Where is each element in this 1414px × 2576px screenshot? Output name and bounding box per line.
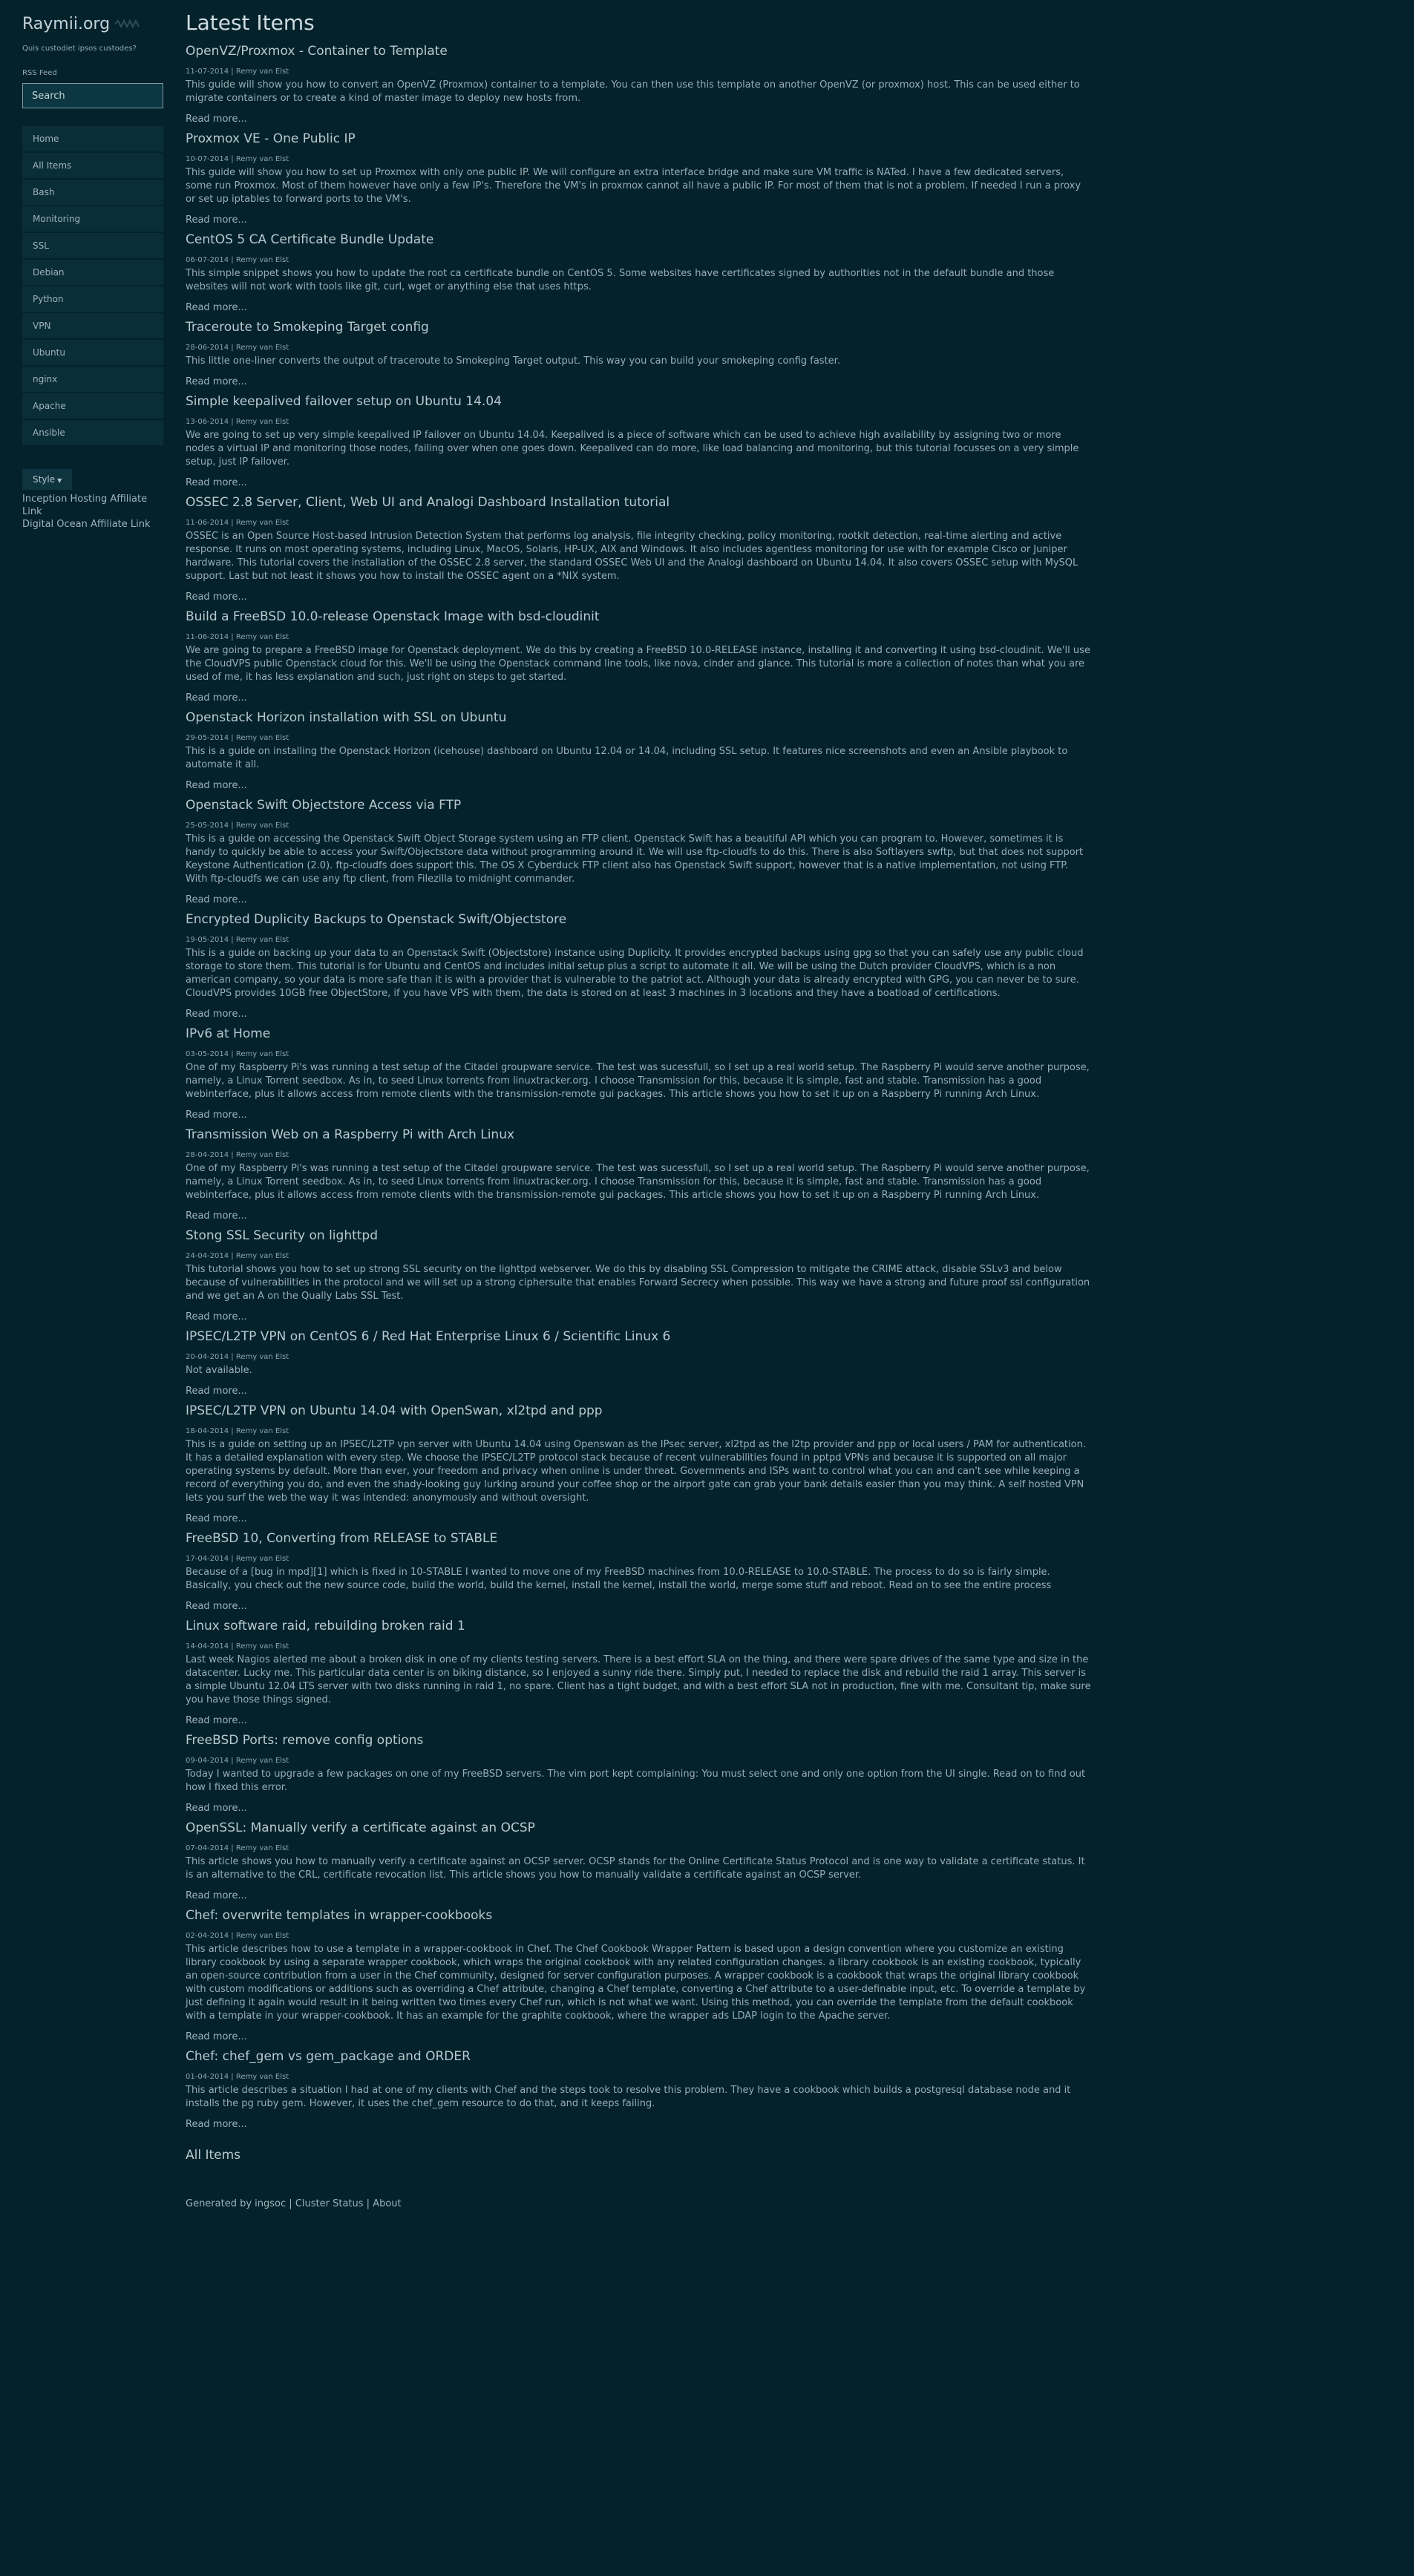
article-meta: 09-04-2014 | Remy van Elst bbox=[186, 1757, 289, 1765]
footer-separator: | bbox=[289, 2198, 292, 2209]
nav-item-nginx[interactable]: nginx bbox=[22, 367, 163, 392]
article-summary: This is a guide on setting up an IPSEC/L2TP vpn server with Ubuntu 14.04 using Openswan as the IPsec server, xl2tpd as the l2tp provider and ppp or local users / PAM for authentication. It has a detailed explanation with every step. We choose the IPSEC/L2TP protocol stack because of recent vulnerabilities found in pptpd VPNs and because it is supported on all major operating systems by default. More than ever, your freedom and privacy when online is under threat. Governments and ISPs want to control what you can and can't see while keeping a record of everything you do, and even the shady-looking guy lurking around your coffee shop or the airport gate can grab your bank details easier than you may think. A self hosted VPN lets you surf the web the way it was intended: anonymously and without oversight. bbox=[186, 1439, 1086, 1504]
article-item bbox=[186, 319, 1093, 389]
article-summary: This article describes how to use a template in a wrapper-cookbook in Chef. The Chef Cookbook Wrapper Pattern is based upon a design convention where you customize an existing library cookbook by using a separate wrapper cookbook, which wraps the original cookbook with any related configuration changes. a library cookbook is an existing cookbook, typically an open-source contribution from a user in the Chef community, designed for server configuration purposes. A wrapper cookbook is a cookbook that wraps the original library cookbook with custom modifications or additions such as overriding a Chef attribute, changing a Chef template, converting a Chef attribute to a user-definable input, etc. To override a template by just defining it again would result in it being written two times every Chef run, which is not what we want. Using this method, you can override the template from the default cookbook with a template in your wrapper-cookbook. It has an example for the graphite cookbook, where the wrapper ads LDAP login to the Apache server. bbox=[186, 1944, 1086, 2022]
article-item bbox=[186, 494, 1093, 604]
site-title-link[interactable]: Raymii.org bbox=[22, 14, 111, 33]
digital-ocean-affiliate-link[interactable]: Digital Ocean Affiliate Link bbox=[22, 519, 151, 530]
nav-item-ubuntu[interactable]: Ubuntu bbox=[22, 340, 163, 365]
article-item bbox=[186, 1732, 1093, 1815]
read-more-link[interactable]: Read more... bbox=[186, 302, 247, 313]
page-title: Latest Items bbox=[186, 10, 315, 35]
read-more-link[interactable]: Read more... bbox=[186, 477, 247, 488]
style-label: Style bbox=[33, 474, 56, 485]
article-item bbox=[186, 131, 1093, 227]
nav-item-debian[interactable]: Debian bbox=[22, 260, 163, 285]
nav-item-all-items[interactable]: All Items bbox=[22, 153, 163, 178]
article-summary: This guide will show you how to set up Proxmox with only one public IP. We will configure an extra interface bridge and make sure VM traffic is NATed. I have a few dedicated servers, some run Proxmox. Most of them however have only a few IP's. Therefore the VM's in proxmox cannot all have a public IP. For most of them that is not a problem. If needed I run a proxy or set up iptables to forward ports to the VM's. bbox=[186, 167, 1081, 205]
read-more-link[interactable]: Read more... bbox=[186, 1890, 247, 1901]
read-more-link[interactable]: Read more... bbox=[186, 692, 247, 704]
article-item bbox=[186, 43, 1093, 126]
article-list bbox=[186, 43, 1093, 2131]
sidebar bbox=[22, 10, 163, 531]
article-summary: This article describes a situation I had at one of my clients with Chef and the steps took to resolve this problem. They have a cookbook which builds a postgresql database node and it installs the pg ruby gem. However, it uses the chef_gem resource to do that, and it keeps failing. bbox=[186, 2085, 1071, 2109]
read-more-link[interactable]: Read more... bbox=[186, 1210, 247, 1222]
read-more-link[interactable]: Read more... bbox=[186, 1009, 247, 1020]
main-content bbox=[186, 10, 1093, 2209]
article-summary: We are going to prepare a FreeBSD image for Openstack deployment. We do this by creating a FreeBSD 10.0-RELEASE instance, installing it and converting it using bsd-cloudinit. We'll use the CloudVPS public Openstack cloud for this. We'll be using the Openstack command line tools, like nova, cinder and glance. This tutorial is more a collection of notes than what you are used of me, it has less explanation and such, just right on steps to get started. bbox=[186, 645, 1090, 683]
article-item bbox=[186, 2048, 1093, 2131]
article-item bbox=[186, 1820, 1093, 1903]
article-title-link[interactable]: OpenVZ/Proxmox - Container to Template bbox=[186, 44, 448, 59]
read-more-link[interactable]: Read more... bbox=[186, 1601, 247, 1612]
read-more-link[interactable]: Read more... bbox=[186, 780, 247, 791]
article-item bbox=[186, 232, 1093, 315]
about-link[interactable]: About bbox=[373, 2198, 402, 2209]
article-item bbox=[186, 1530, 1093, 1613]
article-meta: 28-06-2014 | Remy van Elst bbox=[186, 344, 289, 352]
article-meta: 07-04-2014 | Remy van Elst bbox=[186, 1844, 289, 1852]
nav-item-bash[interactable]: Bash bbox=[22, 180, 163, 205]
wave-logo-icon bbox=[114, 19, 141, 29]
tagline: Quis custodiet ipsos custodes? bbox=[22, 45, 137, 53]
article-item bbox=[186, 609, 1093, 705]
caret-down-icon: ▼ bbox=[57, 477, 62, 484]
article-summary: Not available. bbox=[186, 1365, 252, 1376]
read-more-link[interactable]: Read more... bbox=[186, 1110, 247, 1121]
article-meta: 29-05-2014 | Remy van Elst bbox=[186, 734, 289, 742]
article-title-link[interactable]: FreeBSD 10, Converting from RELEASE to STABLE bbox=[186, 1531, 498, 1546]
nav-item-vpn[interactable]: VPN bbox=[22, 313, 163, 338]
article-meta: 17-04-2014 | Remy van Elst bbox=[186, 1555, 289, 1563]
article-title-link[interactable]: OpenSSL: Manually verify a certificate against an OCSP bbox=[186, 1820, 535, 1835]
article-summary: This guide will show you how to convert an OpenVZ (Proxmox) container to a template. You can then use this template on another OpenVZ (or proxmox) host. This can be used either to migrate containers or to create a kind of master image to deploy new hosts from. bbox=[186, 79, 1080, 104]
article-item bbox=[186, 911, 1093, 1021]
article-meta: 18-04-2014 | Remy van Elst bbox=[186, 1427, 289, 1435]
article-meta: 11-06-2014 | Remy van Elst bbox=[186, 519, 289, 527]
read-more-link[interactable]: Read more... bbox=[186, 1513, 247, 1524]
article-item bbox=[186, 393, 1093, 490]
article-title-link[interactable]: IPv6 at Home bbox=[186, 1026, 271, 1041]
article-summary: This article shows you how to manually verify a certificate against an OCSP server. OCSP stands for the Online Certificate Status Protocol and is one way to validate a certificate status. It is an alternative to the CRL, certificate revocation list. This article shows you how to manually validate a certificate against an OCSP server. bbox=[186, 1856, 1085, 1881]
nav-list bbox=[22, 126, 163, 445]
article-title-link[interactable]: Chef: overwrite templates in wrapper-cookbooks bbox=[186, 1908, 493, 1923]
article-summary: Last week Nagios alerted me about a broken disk in one of my clients testing servers. There is a best effort SLA on the thing, and there were spare drives of the same type and size in the datacenter. Lucky me. This particular data center is on biking distance, so I enjoyed a sunny ride there. Simply put, I needed to replace the disk and rebuild the raid 1 array. This server is a simple Ubuntu 12.04 LTS server with two disks running in raid 1, no spare. Client has a tight budget, and with a best effort SLA not in production, fine with me. Consultant tip, make sure you have those things signed. bbox=[186, 1654, 1091, 1705]
article-summary: One of my Raspberry Pi's was running a test setup of the Citadel groupware service. The test was sucessfull, so I set up a real world setup. The Raspberry Pi would serve another purpose, namely, a Linux Torrent seedbox. As in, to seed Linux torrents from linuxtracker.org. I choose Transmission for this, because it is simple, fast and stable. Transmission has a good webinterface, plus it allows access from remote clients with the transmission-remote gui packages. This article shows you how to set it up on a Raspberry Pi running Arch Linux. bbox=[186, 1062, 1090, 1100]
read-more-link[interactable]: Read more... bbox=[186, 214, 247, 226]
article-summary: Because of a [bug in mpd][1] which is fixed in 10-STABLE I wanted to move one of my FreeBSD machines from 10.0-RELEASE to 10.0-STABLE. The process to do so is fairly simple. Basically, you check out the new source code, build the world, build the kernel, install the kernel, install the world, merge some stuff and reboot. Read on to see the entire process bbox=[186, 1567, 1052, 1591]
article-summary: OSSEC is an Open Source Host-based Intrusion Detection System that performs log analysis, file integrity checking, policy monitoring, rootkit detection, real-time alerting and active response. It runs on most operating systems, including Linux, MacOS, Solaris, HP-UX, AIX and Windows. It also includes agentless monitoring for use with for example Cisco or Juniper hardware. This tutorial covers the installation of the OSSEC 2.8 server, the standard OSSEC Web UI and the Analogi dashboard on Ubuntu 14.04. It also covers OSSEC setup with MySQL support. Last but not least it shows you how to install the OSSEC agent on a *NIX system. bbox=[186, 531, 1078, 582]
read-more-link[interactable]: Read more... bbox=[186, 591, 247, 603]
generated-by-text: Generated by ingsoc bbox=[186, 2198, 287, 2209]
article-item bbox=[186, 1907, 1093, 2044]
article-title-link[interactable]: Stong SSL Security on lighttpd bbox=[186, 1228, 379, 1243]
read-more-link[interactable]: Read more... bbox=[186, 376, 247, 387]
article-title-link[interactable]: FreeBSD Ports: remove config options bbox=[186, 1733, 424, 1748]
article-meta: 19-05-2014 | Remy van Elst bbox=[186, 936, 289, 944]
article-summary: This is a guide on backing up your data to an Openstack Swift (Objectstore) instance using Duplicity. It provides encrypted backups using gpg so that you can safely use any public cloud storage to store them. This tutorial is for Ubuntu and CentOS and includes initial setup plus a script to automate it all. We will be using the Dutch provider CloudVPS, which is a non american company, so your data is more safe than it is with a provider that is vulnerable to the patriot act. Although your data is already encrypted with GPG, you can never be to sure. CloudVPS provides 10GB free ObjectStore, if you have VPS with them, the data is stored on at least 3 machines in 3 locations and they have a boatload of certifications. bbox=[186, 948, 1084, 999]
read-more-link[interactable]: Read more... bbox=[186, 2031, 247, 2042]
article-item bbox=[186, 797, 1093, 907]
article-title-link[interactable]: Transmission Web on a Raspberry Pi with Arch Linux bbox=[186, 1127, 515, 1142]
article-title-link[interactable]: IPSEC/L2TP VPN on Ubuntu 14.04 with OpenSwan, xl2tpd and ppp bbox=[186, 1403, 603, 1418]
article-item bbox=[186, 1618, 1093, 1728]
article-item bbox=[186, 709, 1093, 793]
style-dropdown-button[interactable] bbox=[22, 469, 72, 490]
read-more-link[interactable]: Read more... bbox=[186, 1386, 247, 1397]
article-summary: One of my Raspberry Pi's was running a test setup of the Citadel groupware service. The test was sucessfull, so I set up a real world setup. The Raspberry Pi would serve another purpose, namely, a Linux Torrent seedbox. As in, to seed Linux torrents from linuxtracker.org. I choose Transmission for this, because it is simple, fast and stable. Transmission has a good webinterface, plus it allows access from remote clients with the transmission-remote gui packages. This article shows you how to set it up on a Raspberry Pi running Arch Linux. bbox=[186, 1163, 1090, 1201]
article-item bbox=[186, 1403, 1093, 1526]
article-meta: 11-06-2014 | Remy van Elst bbox=[186, 633, 289, 641]
article-title-link[interactable]: OSSEC 2.8 Server, Client, Web UI and Analogi Dashboard Installation tutorial bbox=[186, 495, 670, 510]
article-title-link[interactable]: Linux software raid, rebuilding broken raid 1 bbox=[186, 1619, 465, 1633]
article-item bbox=[186, 1228, 1093, 1324]
read-more-link[interactable]: Read more... bbox=[186, 1715, 247, 1726]
article-meta: 02-04-2014 | Remy van Elst bbox=[186, 1932, 289, 1940]
article-title-link[interactable]: Simple keepalived failover setup on Ubuntu 14.04 bbox=[186, 394, 502, 409]
article-title-link[interactable]: Proxmox VE - One Public IP bbox=[186, 131, 356, 146]
article-meta: 28-04-2014 | Remy van Elst bbox=[186, 1151, 289, 1159]
article-meta: 20-04-2014 | Remy van Elst bbox=[186, 1353, 289, 1361]
inception-hosting-affiliate-link[interactable]: Inception Hosting Affiliate Link bbox=[22, 494, 148, 517]
read-more-link[interactable]: Read more... bbox=[186, 894, 247, 905]
nav-item-apache[interactable]: Apache bbox=[22, 393, 163, 419]
footer-separator: | bbox=[366, 2198, 370, 2209]
article-item bbox=[186, 1026, 1093, 1122]
read-more-link[interactable]: Read more... bbox=[186, 1803, 247, 1814]
article-summary: This tutorial shows you how to set up strong SSL security on the lighttpd webserver. We do this by disabling SSL Compression to mitigate the CRIME attack, disable SSLv3 and below because of vulnerabilities in the protocol and we will set up a strong ciphersuite that enables Forward Secrecy when possible. This way we have a strong and future proof ssl configuration and we get an A on the Qually Labs SSL Test. bbox=[186, 1264, 1090, 1302]
nav-item-home[interactable]: Home bbox=[22, 126, 163, 151]
article-meta: 14-04-2014 | Remy van Elst bbox=[186, 1642, 289, 1651]
nav-item-ssl[interactable]: SSL bbox=[22, 233, 163, 258]
article-summary: This little one-liner converts the output of traceroute to Smokeping Target output. This way you can build your smokeping config faster. bbox=[186, 355, 840, 367]
cluster-status-link[interactable]: Cluster Status bbox=[295, 2198, 364, 2209]
article-meta: 01-04-2014 | Remy van Elst bbox=[186, 2073, 289, 2081]
article-item bbox=[186, 1127, 1093, 1223]
article-meta: 25-05-2014 | Remy van Elst bbox=[186, 822, 289, 830]
article-summary: This simple snippet shows you how to update the root ca certificate bundle on CentOS 5. Some websites have certificates signed by authorities not in the default bundle and those websites will not work with tools like git, curl, wget or anything else that uses https. bbox=[186, 268, 1055, 292]
read-more-link[interactable]: Read more... bbox=[186, 1311, 247, 1323]
nav-item-python[interactable]: Python bbox=[22, 286, 163, 312]
article-meta: 11-07-2014 | Remy van Elst bbox=[186, 68, 289, 76]
nav-item-ansible[interactable]: Ansible bbox=[22, 420, 163, 445]
read-more-link[interactable]: Read more... bbox=[186, 114, 247, 125]
read-more-link[interactable]: Read more... bbox=[186, 2119, 247, 2130]
article-title-link[interactable]: Openstack Swift Objectstore Access via FTP bbox=[186, 798, 462, 813]
logo-row bbox=[22, 10, 163, 37]
article-summary: Today I wanted to upgrade a few packages on one of my FreeBSD servers. The vim port kept complaining: You must select one and only one option from the UI single. Read on to find out how I fixed this error. bbox=[186, 1769, 1086, 1793]
article-title-link[interactable]: Traceroute to Smokeping Target config bbox=[186, 320, 429, 335]
article-meta: 10-07-2014 | Remy van Elst bbox=[186, 155, 289, 163]
article-title-link[interactable]: Build a FreeBSD 10.0-release Openstack Image with bsd-cloudinit bbox=[186, 609, 600, 624]
article-title-link[interactable]: IPSEC/L2TP VPN on CentOS 6 / Red Hat Enterprise Linux 6 / Scientific Linux 6 bbox=[186, 1329, 671, 1344]
article-summary: This is a guide on accessing the Openstack Swift Object Storage system using an FTP client. Openstack Swift has a beautiful API which you can program to. However, sometimes it is handy to quickly be able to access your Swift/Objectstore data without programming around it. We will use ftp-cloudfs to do this. There is also Softlayers swftp, but that does not support Keystone Authentication (2.0). ftp-cloudfs does support this. The OS X Cyberduck FTP client also has Openstack Swift support, however that is a native implementation, not using FTP. With ftp-cloudfs we can use any ftp client, from Filezilla to midnight commander. bbox=[186, 833, 1084, 885]
article-title-link[interactable]: Chef: chef_gem vs gem_package and ORDER bbox=[186, 2049, 471, 2064]
all-items-link[interactable]: All Items bbox=[186, 2148, 241, 2163]
nav-item-monitoring[interactable]: Monitoring bbox=[22, 206, 163, 232]
search-input[interactable] bbox=[22, 83, 163, 108]
footer bbox=[186, 2198, 1093, 2209]
article-meta: 06-07-2014 | Remy van Elst bbox=[186, 256, 289, 264]
article-item bbox=[186, 1328, 1093, 1398]
article-meta: 24-04-2014 | Remy van Elst bbox=[186, 1252, 289, 1260]
rss-feed-link[interactable]: RSS Feed bbox=[22, 69, 57, 77]
article-meta: 03-05-2014 | Remy van Elst bbox=[186, 1050, 289, 1058]
article-title-link[interactable]: CentOS 5 CA Certificate Bundle Update bbox=[186, 232, 434, 247]
article-title-link[interactable]: Encrypted Duplicity Backups to Openstack Swift/Objectstore bbox=[186, 912, 567, 927]
article-meta: 13-06-2014 | Remy van Elst bbox=[186, 418, 289, 426]
article-title-link[interactable]: Openstack Horizon installation with SSL on Ubuntu bbox=[186, 710, 507, 725]
article-summary: We are going to set up very simple keepalived IP failover on Ubuntu 14.04. Keepalived is a piece of software which can be used to achieve high availability by assigning two or more nodes a virtual IP and monitoring those nodes, failing over when one goes down. Keepalived can do more, like load balancing and monitoring, but this tutorial focusses on a very simple setup, just IP failover. bbox=[186, 430, 1079, 468]
article-summary: This is a guide on installing the Openstack Horizon (icehouse) dashboard on Ubuntu 12.04 or 14.04, including SSL setup. It features nice screenshots and even an Ansible playbook to automate it all. bbox=[186, 746, 1068, 770]
